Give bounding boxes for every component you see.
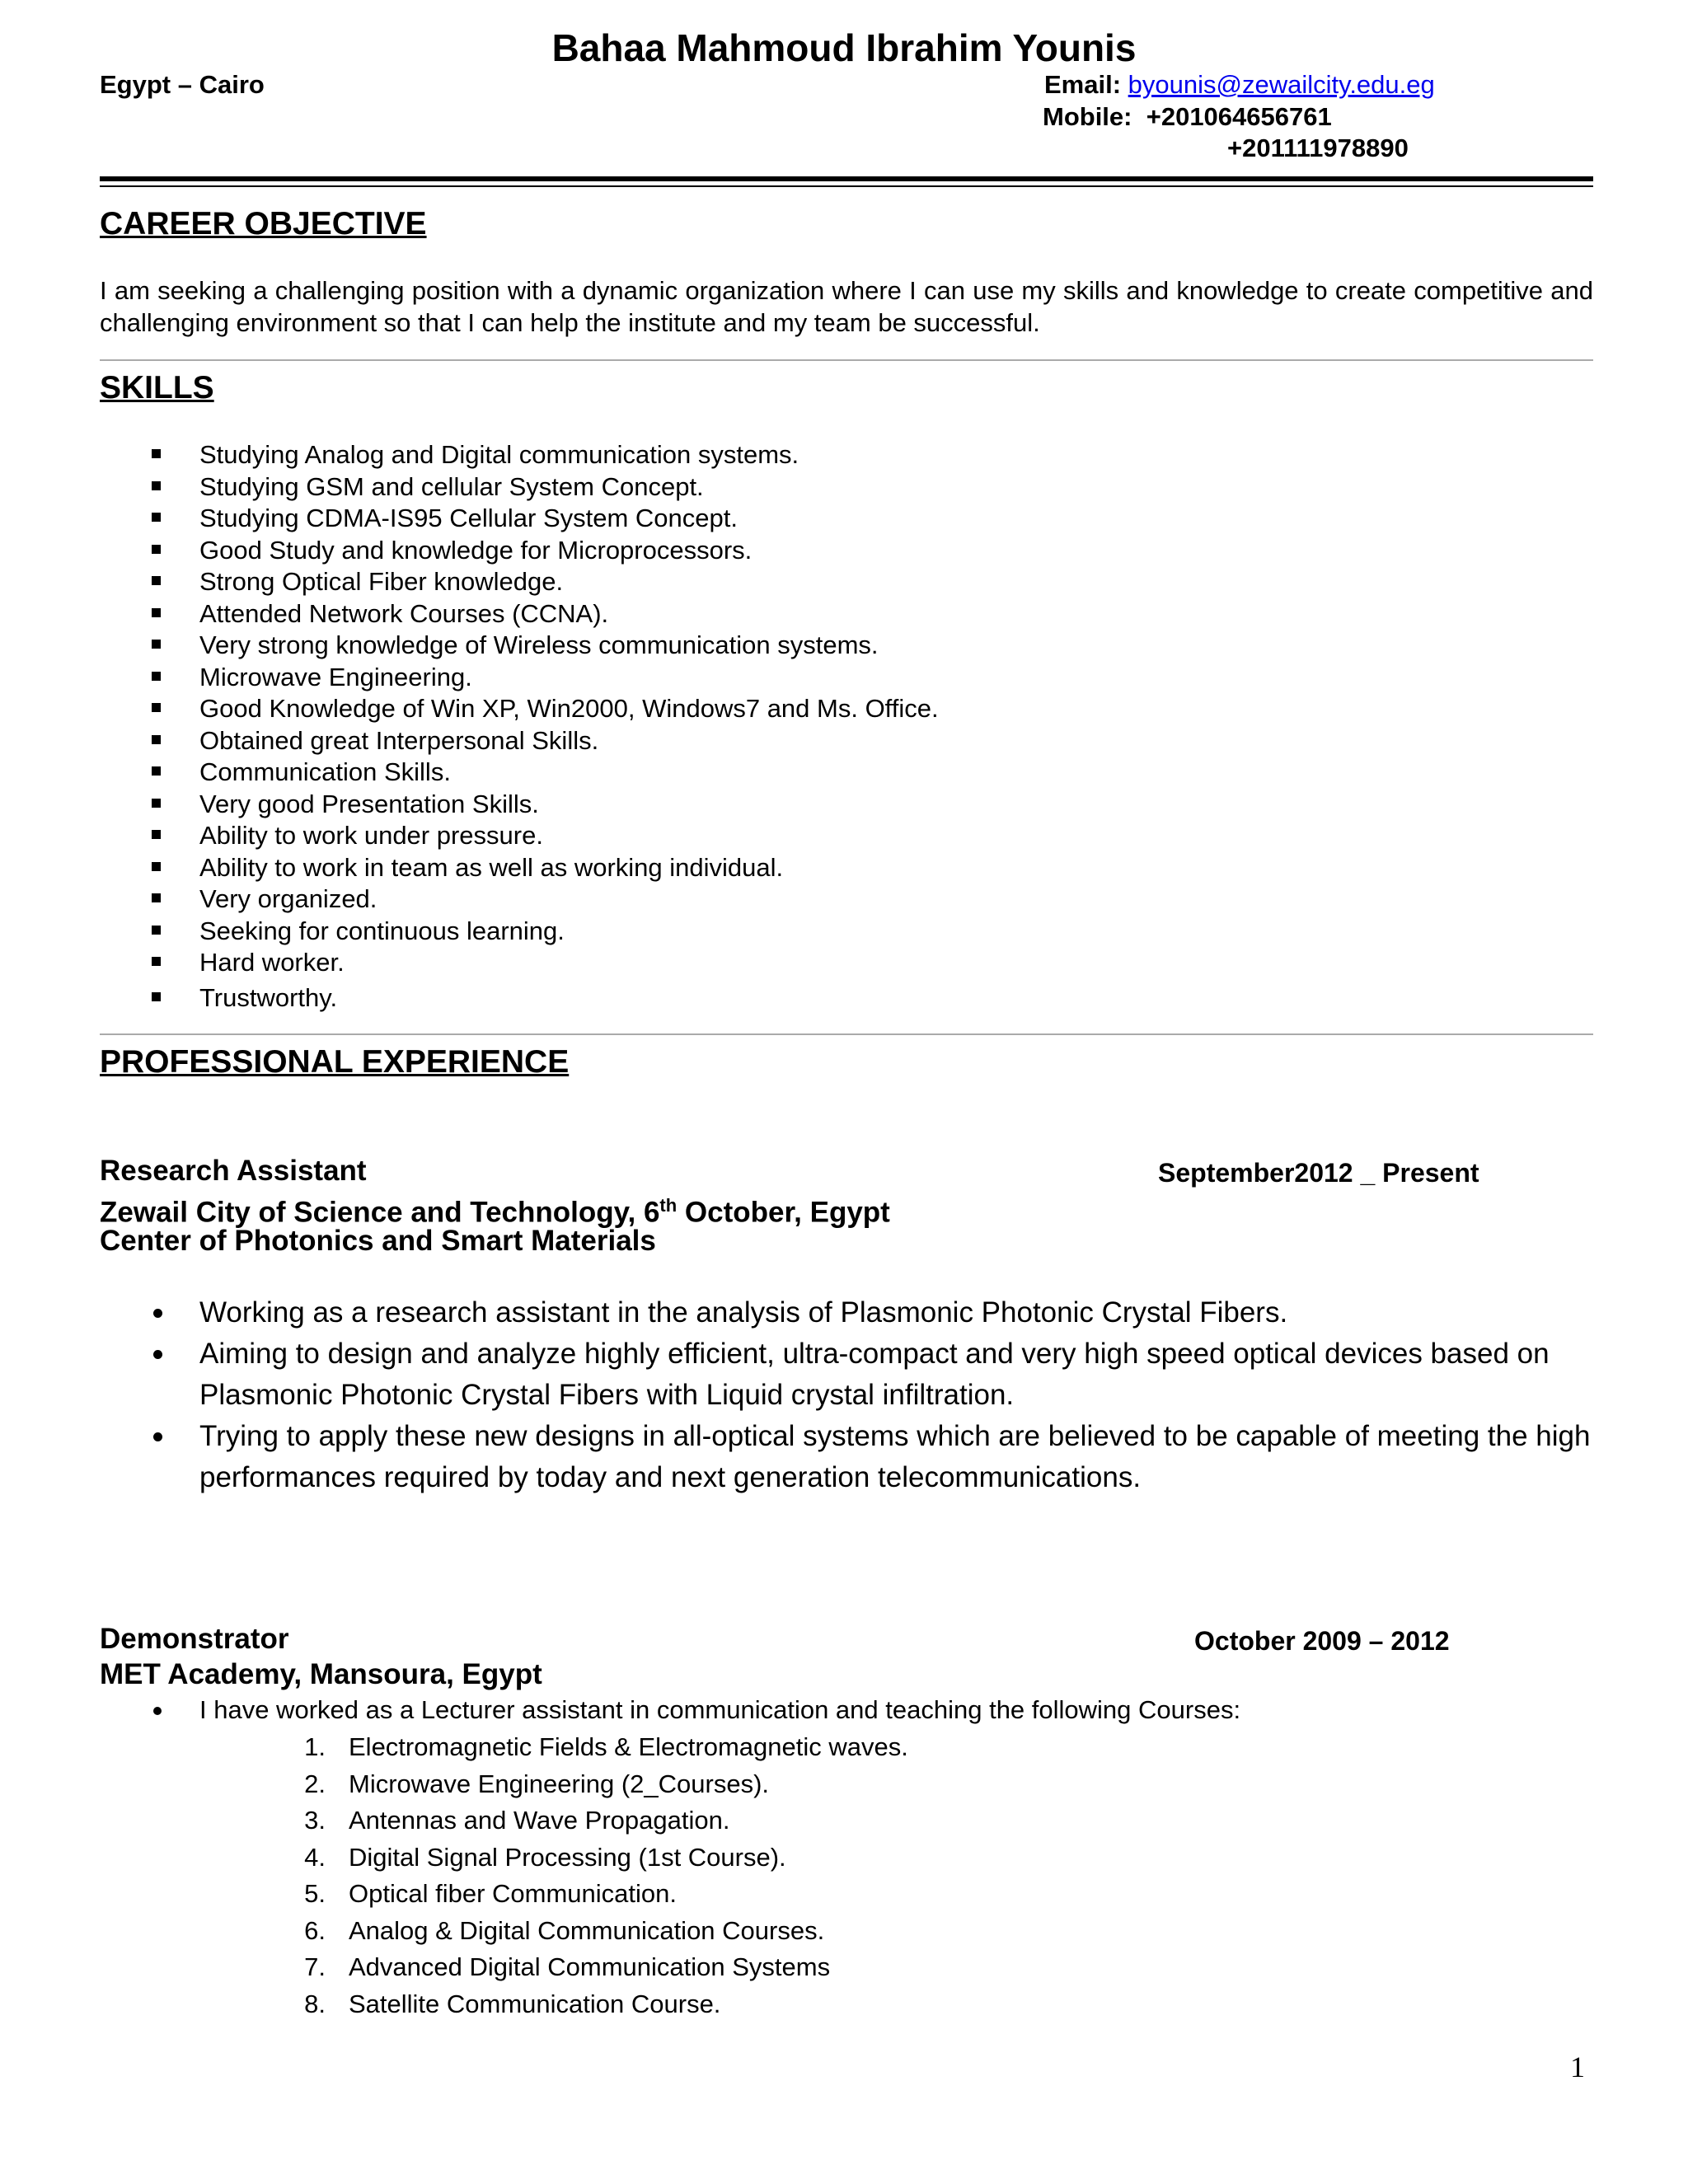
skill-text: Communication Skills.: [199, 757, 451, 786]
course-number: 2.: [304, 1769, 326, 1798]
square-bullet-icon: [152, 449, 161, 458]
square-bullet-icon: [152, 735, 161, 744]
list-item: [293, 1949, 908, 1986]
list-item: [100, 789, 939, 821]
skill-text: Good Study and knowledge for Microprocessors.: [199, 535, 753, 565]
list-item: [100, 598, 939, 630]
skills-heading: SKILLS: [100, 370, 214, 405]
header-rule-thick: [100, 176, 1593, 181]
skill-text: Very strong knowledge of Wireless communication systems.: [199, 630, 879, 659]
career-objective-heading: CAREER OBJECTIVE: [100, 206, 427, 241]
list-item: [293, 1766, 908, 1803]
duty-text: Trying to apply these new designs in all-optical systems which are believed to be capable of meeting the high performances required by today and next generation telecommunications.: [199, 1420, 1591, 1493]
candidate-name: Bahaa Mahmoud Ibrahim Younis: [551, 26, 1137, 69]
square-bullet-icon: [152, 640, 161, 649]
square-bullet-icon: [152, 957, 161, 966]
list-item: [100, 725, 939, 757]
course-number: 6.: [304, 1915, 326, 1945]
square-bullet-icon: [152, 545, 161, 554]
career-objective-text: I am seeking a challenging position with a dynamic organization where I can use my skills and knowledge to create competitive and challenging environment so that I can help the institute and my team be successful.: [100, 276, 1593, 337]
course-name: Antennas and Wave Propagation.: [349, 1806, 730, 1835]
square-bullet-icon: [152, 703, 161, 712]
mobile-number-2: +201111978890: [1227, 134, 1409, 162]
list-item: [100, 630, 939, 662]
job-duties: [100, 1292, 1593, 1498]
list-item: [100, 535, 939, 567]
duty-text: I have worked as a Lecturer assistant in communication and teaching the following Courses:: [199, 1695, 1241, 1724]
experience-heading: PROFESSIONAL EXPERIENCE: [100, 1044, 570, 1080]
course-number: 5.: [304, 1879, 326, 1908]
duty-text: Aiming to design and analyze highly efficient, ultra-compact and very high speed optical devices based on Plasmonic Photonic Crystal Fibers with Liquid crystal infiltration.: [199, 1338, 1550, 1411]
job-organization: MET Academy, Mansoura, Egypt: [100, 1658, 542, 1690]
square-bullet-icon: [152, 893, 161, 902]
skill-text: Studying Analog and Digital communication systems.: [199, 440, 799, 469]
list-item: [100, 947, 939, 979]
list-item: [100, 566, 939, 598]
course-name: Digital Signal Processing (1st Course).: [349, 1842, 786, 1872]
course-name: Optical fiber Communication.: [349, 1879, 677, 1908]
skill-text: Microwave Engineering.: [199, 662, 472, 691]
page-number: 1: [1570, 2050, 1585, 2083]
list-item: [293, 1840, 908, 1877]
list-item: [100, 757, 939, 789]
skills-list: [100, 439, 939, 1014]
email-link[interactable]: byounis@zewailcity.edu.eg: [1128, 70, 1435, 99]
list-item: [100, 1292, 1593, 1333]
skill-text: Studying GSM and cellular System Concept.: [199, 471, 704, 501]
list-item: [100, 503, 939, 535]
skill-text: Good Knowledge of Win XP, Win2000, Windows7 and Ms. Office.: [199, 694, 939, 723]
course-number: 8.: [304, 1989, 326, 2018]
list-item: [100, 1416, 1593, 1498]
course-number: 3.: [304, 1806, 326, 1835]
email-label: Email:: [1044, 70, 1122, 99]
square-bullet-icon: [152, 481, 161, 490]
job-dates: September2012 _ Present: [1158, 1158, 1479, 1188]
list-item: [293, 1802, 908, 1840]
list-item: [100, 916, 939, 948]
org-superscript: th: [659, 1195, 678, 1216]
courses-list: [293, 1729, 908, 2022]
bullet-icon: [153, 1309, 162, 1318]
skill-text: Hard worker.: [199, 948, 345, 977]
list-item: [100, 982, 939, 1015]
list-item: [100, 439, 939, 471]
square-bullet-icon: [152, 672, 161, 681]
course-number: 7.: [304, 1952, 326, 1981]
course-number: 4.: [304, 1842, 326, 1872]
list-item: [293, 1876, 908, 1913]
list-item: [293, 1986, 908, 2023]
course-name: Electromagnetic Fields & Electromagnetic waves.: [349, 1732, 908, 1761]
square-bullet-icon: [152, 926, 161, 935]
org-text: Zewail City of Science and Technology, 6: [100, 1196, 660, 1229]
skill-text: Trustworthy.: [199, 982, 338, 1012]
course-number: 1.: [304, 1732, 326, 1761]
header-rule-thin: [100, 185, 1593, 187]
bullet-icon: [153, 1350, 162, 1359]
bullet-icon: [153, 1707, 162, 1715]
mobile-line: [1043, 101, 1332, 133]
course-name: Analog & Digital Communication Courses.: [349, 1915, 825, 1945]
list-item: [100, 852, 939, 884]
course-name: Microwave Engineering (2_Courses).: [349, 1769, 770, 1798]
list-item: [100, 662, 939, 694]
square-bullet-icon: [152, 608, 161, 617]
skill-text: Obtained great Interpersonal Skills.: [199, 725, 599, 755]
skill-text: Strong Optical Fiber knowledge.: [199, 567, 564, 596]
list-item: [100, 820, 939, 852]
skill-text: Attended Network Courses (CCNA).: [199, 598, 609, 628]
course-name: Advanced Digital Communication Systems: [349, 1952, 831, 1981]
list-item: [100, 471, 939, 504]
course-name: Satellite Communication Course.: [349, 1989, 721, 2018]
job-title: Research Assistant: [100, 1155, 367, 1187]
skill-text: Seeking for continuous learning.: [199, 916, 565, 945]
bullet-icon: [153, 1432, 162, 1441]
list-item: [293, 1729, 908, 1766]
square-bullet-icon: [152, 766, 161, 776]
duty-text: Working as a research assistant in the analysis of Plasmonic Photonic Crystal Fibers.: [199, 1296, 1288, 1329]
org-text-end: October, Egypt: [677, 1196, 890, 1229]
square-bullet-icon: [152, 799, 161, 808]
square-bullet-icon: [152, 513, 161, 522]
section-divider: [100, 1033, 1593, 1035]
list-item: [100, 883, 939, 916]
list-item: [100, 693, 939, 725]
job-dates: October 2009 – 2012: [1194, 1626, 1450, 1656]
job-title: Demonstrator: [100, 1623, 289, 1655]
section-divider: [100, 359, 1593, 361]
list-item: [100, 1333, 1593, 1416]
square-bullet-icon: [152, 992, 161, 1001]
mobile-number-1: +201064656761: [1146, 102, 1332, 131]
location: Egypt – Cairo: [100, 70, 265, 99]
square-bullet-icon: [152, 830, 161, 839]
skill-text: Ability to work in team as well as working individual.: [199, 852, 784, 882]
list-item: [100, 1694, 1593, 1727]
job-unit: Center of Photonics and Smart Materials: [100, 1225, 656, 1257]
email-line: [1044, 69, 1435, 101]
square-bullet-icon: [152, 576, 161, 585]
skill-text: Ability to work under pressure.: [199, 821, 543, 850]
skill-text: Very organized.: [199, 884, 377, 913]
square-bullet-icon: [152, 862, 161, 871]
mobile-label: Mobile:: [1043, 102, 1132, 131]
skill-text: Very good Presentation Skills.: [199, 789, 539, 818]
list-item: [293, 1913, 908, 1950]
skill-text: Studying CDMA-IS95 Cellular System Concept.: [199, 504, 738, 532]
